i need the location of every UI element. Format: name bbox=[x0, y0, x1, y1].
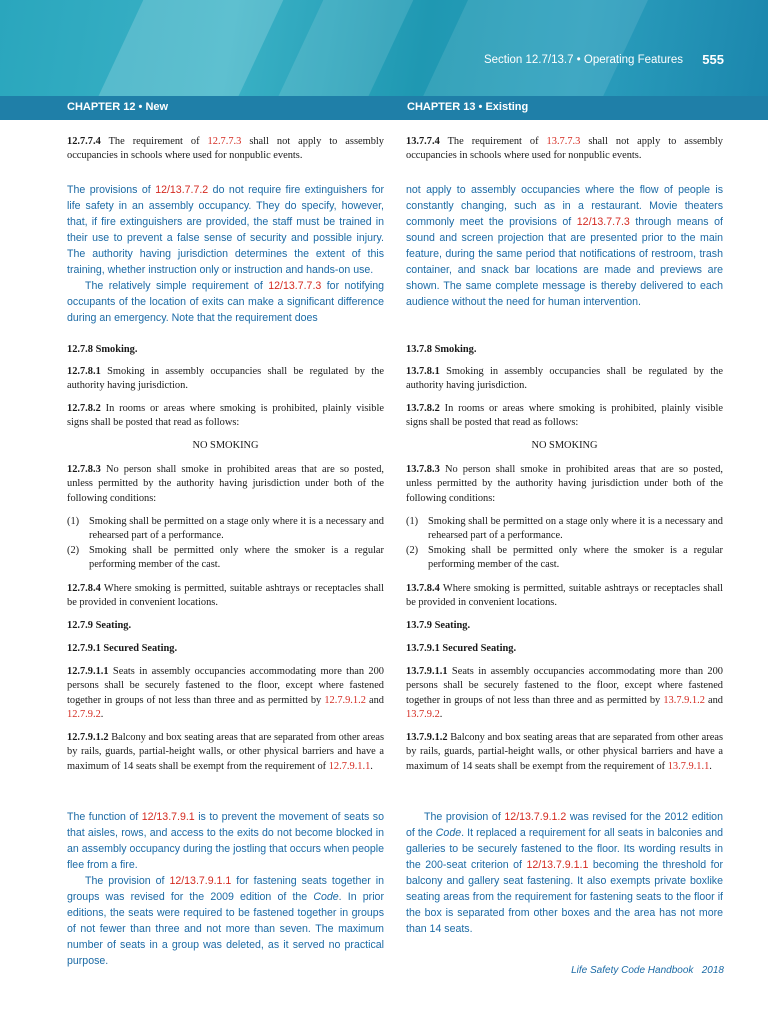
left-heading-secured-seating: 12.7.9.1 Secured Seating. bbox=[67, 643, 178, 654]
left-heading-seating: 12.7.9 Seating. bbox=[67, 620, 132, 631]
list-item: (1) Smoking shall be permitted on a stage only where it is a necessary and rehearsed part of a performance. bbox=[67, 516, 384, 542]
reference-link[interactable]: 12.7.9.1.2 bbox=[324, 694, 366, 706]
left-paragraph-12-7-8-1: 12.7.8.1 Smoking in assembly occupancies shall be regulated by the authority having jurisdiction. bbox=[67, 366, 384, 392]
reference-link[interactable]: 12.7.9.2 bbox=[67, 709, 101, 721]
chapter-label-left: CHAPTER 12 • New bbox=[67, 101, 169, 113]
right-paragraph-13-7-8-4: 13.7.8.4 Where smoking is permitted, suitable ashtrays or receptacles shall be provided in convenient locations. bbox=[406, 583, 723, 609]
reference-link[interactable]: 12/13.7.9.1 bbox=[141, 811, 195, 823]
left-paragraph-12-7-8-3: 12.7.8.3 No person shall smoke in prohibited areas that are so posted, unless permitted by the authority having jurisdiction under both of the following conditions: bbox=[67, 464, 384, 504]
right-paragraph-13-7-8-3: 13.7.8.3 No person shall smoke in prohibited areas that are so posted, unless permitted by the authority having jurisdiction under both of the following conditions: bbox=[406, 464, 723, 504]
reference-link[interactable]: 12/13.7.7.3 bbox=[268, 280, 322, 292]
right-paragraph-13-7-9-1-1: 13.7.9.1.1 Seats in assembly occupancies accommodating more than 200 persons shall be securely fastened to the floor, except where fastened together in groups of not less than three and as permitted by 13.7.9.1.2 and 13.7.9.2. bbox=[406, 666, 723, 721]
list-item: (2) Smoking shall be permitted only where the smoker is a regular performing member of the cast. bbox=[67, 544, 384, 571]
chapter-label-right: CHAPTER 13 • Existing bbox=[407, 101, 529, 113]
reference-link[interactable]: 13.7.9.1.2 bbox=[663, 694, 705, 706]
left-commentary-1: The provisions of 12/13.7.7.2 do not require fire extinguishers for life safety in an assembly occupancy. They do specify, however, that, if fire extinguishers are provided, the staff must be trained in their use to prevent a false sense of security and possible injury. The authority having jurisdiction determines the extent of this training, whether instruction only or instruction and hands-on use. The relatively simple requirement of 12/13.7.7.3 for notifying occupants of the location of exits can make a significant difference during an emergency. Note that the requirement does bbox=[67, 184, 384, 324]
footer: Life Safety Code Handbook 2018 bbox=[571, 965, 724, 976]
left-paragraph-12-7-8-2: 12.7.8.2 In rooms or areas where smoking is prohibited, plainly visible signs shall be posted that read as follows: bbox=[67, 403, 384, 429]
right-paragraph-13-7-8-2: 13.7.8.2 In rooms or areas where smoking is prohibited, plainly visible signs shall be posted that read as follows: bbox=[406, 403, 723, 429]
decorative-shape bbox=[87, 0, 292, 96]
section-title: Section 12.7/13.7 • Operating Features bbox=[483, 54, 683, 66]
header-band bbox=[0, 0, 768, 96]
left-commentary-2: The function of 12/13.7.9.1 is to prevent the movement of seats so that aisles, rows, and access to the exits do not become blocked in an assembly occupancy during the jostling that occurs when people flee from a fire. The provision of 12/13.7.9.1.1 for fastening seats together in groups was revised for the 2009 edition of the Code. In prior editions, the seats were required to be fastened together in groups of not fewer than three and not more than seven. The maximum number of seats in a group was deleted, as it served no practical purpose. bbox=[67, 811, 384, 967]
reference-link[interactable]: 12.7.7.3 bbox=[207, 136, 242, 147]
right-paragraph-13-7-9-1-2: 13.7.9.1.2 Balcony and box seating areas that are separated from other areas by rails, guards, partial-height walls, or other physical barriers and have a maximum of 14 seats shall be exempt from the requirement of 13.7.9.1.1. bbox=[406, 732, 724, 772]
reference-link[interactable]: 12/13.7.9.1.1 bbox=[169, 875, 232, 887]
right-heading-smoking: 13.7.8 Smoking. bbox=[406, 344, 477, 355]
right-commentary-1: not apply to assembly occupancies where the flow of people is constantly changing, such as in a restaurant. Movie theaters commonly meet the provisions of 12/13.7.7.3 through means of sound and screen projection that are presented prior to the main feature, during the same period that notifications of restroom, trash container, and snack bar locations are made and previews are shown. The same complete message is thereby delivered to each audience without the need for human intervention. bbox=[406, 184, 723, 308]
reference-link[interactable]: 13.7.9.2 bbox=[406, 709, 440, 721]
right-commentary-2: The provision of 12/13.7.9.1.2 was revised for the 2012 edition of the Code. It replaced a requirement for all seats in balconies and galleries to be securely fastened to the floor. Its wording results in the 200-seat criterion of 12/13.7.9.1.1 becoming the threshold for balcony and gallery seat fastening. It also exempts private boxlike seating areas from the requirement for fastening seats to the floor if the box is separated from other boxes and the area has not more than 14 seats. bbox=[406, 811, 723, 935]
left-paragraph-12-7-8-4: 12.7.8.4 Where smoking is permitted, suitable ashtrays or receptacles shall be provided in convenient locations. bbox=[67, 583, 384, 609]
right-heading-seating: 13.7.9 Seating. bbox=[406, 620, 471, 631]
reference-link[interactable]: 12.7.9.1.1 bbox=[328, 760, 371, 772]
right-sign-text: NO SMOKING bbox=[531, 440, 598, 451]
right-paragraph-13-7-7-4: 13.7.7.4 The requirement of 13.7.7.3 shall not apply to assembly occupancies in schools where used for nonpublic events. bbox=[406, 136, 723, 162]
reference-link[interactable]: 12/13.7.7.2 bbox=[155, 184, 209, 196]
right-conditions-list bbox=[406, 515, 723, 573]
left-heading-smoking: 12.7.8 Smoking. bbox=[67, 344, 138, 355]
left-paragraph-12-7-7-4: 12.7.7.4 The requirement of 12.7.7.3 shall not apply to assembly occupancies in schools where used for nonpublic events. bbox=[67, 136, 384, 162]
right-heading-secured-seating: 13.7.9.1 Secured Seating. bbox=[406, 643, 517, 654]
reference-link[interactable]: 13.7.9.1.1 bbox=[667, 760, 710, 772]
decorative-shape bbox=[263, 0, 428, 96]
right-paragraph-13-7-8-1: 13.7.8.1 Smoking in assembly occupancies shall be regulated by the authority having jurisdiction. bbox=[406, 366, 723, 392]
reference-link[interactable]: 12/13.7.9.1.1 bbox=[526, 859, 589, 871]
reference-link[interactable]: 12/13.7.7.3 bbox=[576, 216, 630, 228]
page-number: 555 bbox=[702, 52, 724, 67]
reference-link[interactable]: 13.7.7.3 bbox=[546, 136, 581, 147]
chapter-bar-left bbox=[0, 96, 384, 120]
list-item: (2) Smoking shall be permitted only where the smoker is a regular performing member of the cast. bbox=[406, 544, 723, 571]
left-paragraph-12-7-9-1-2: 12.7.9.1.2 Balcony and box seating areas that are separated from other areas by rails, guards, partial-height walls, or other physical barriers and have a maximum of 14 seats shall be exempt from the requirement of 12.7.9.1.1. bbox=[67, 732, 385, 772]
decorative-shape bbox=[407, 0, 652, 96]
reference-link[interactable]: 12/13.7.9.1.2 bbox=[504, 811, 567, 823]
left-paragraph-12-7-9-1-1: 12.7.9.1.1 Seats in assembly occupancies accommodating more than 200 persons shall be securely fastened to the floor, except where fastened together in groups of not less than three and as permitted by 12.7.9.1.2 and 12.7.9.2. bbox=[67, 666, 384, 721]
left-conditions-list bbox=[67, 515, 384, 573]
list-item: (1) Smoking shall be permitted on a stage only where it is a necessary and rehearsed part of a performance. bbox=[406, 516, 723, 542]
left-sign-text: NO SMOKING bbox=[192, 440, 259, 451]
